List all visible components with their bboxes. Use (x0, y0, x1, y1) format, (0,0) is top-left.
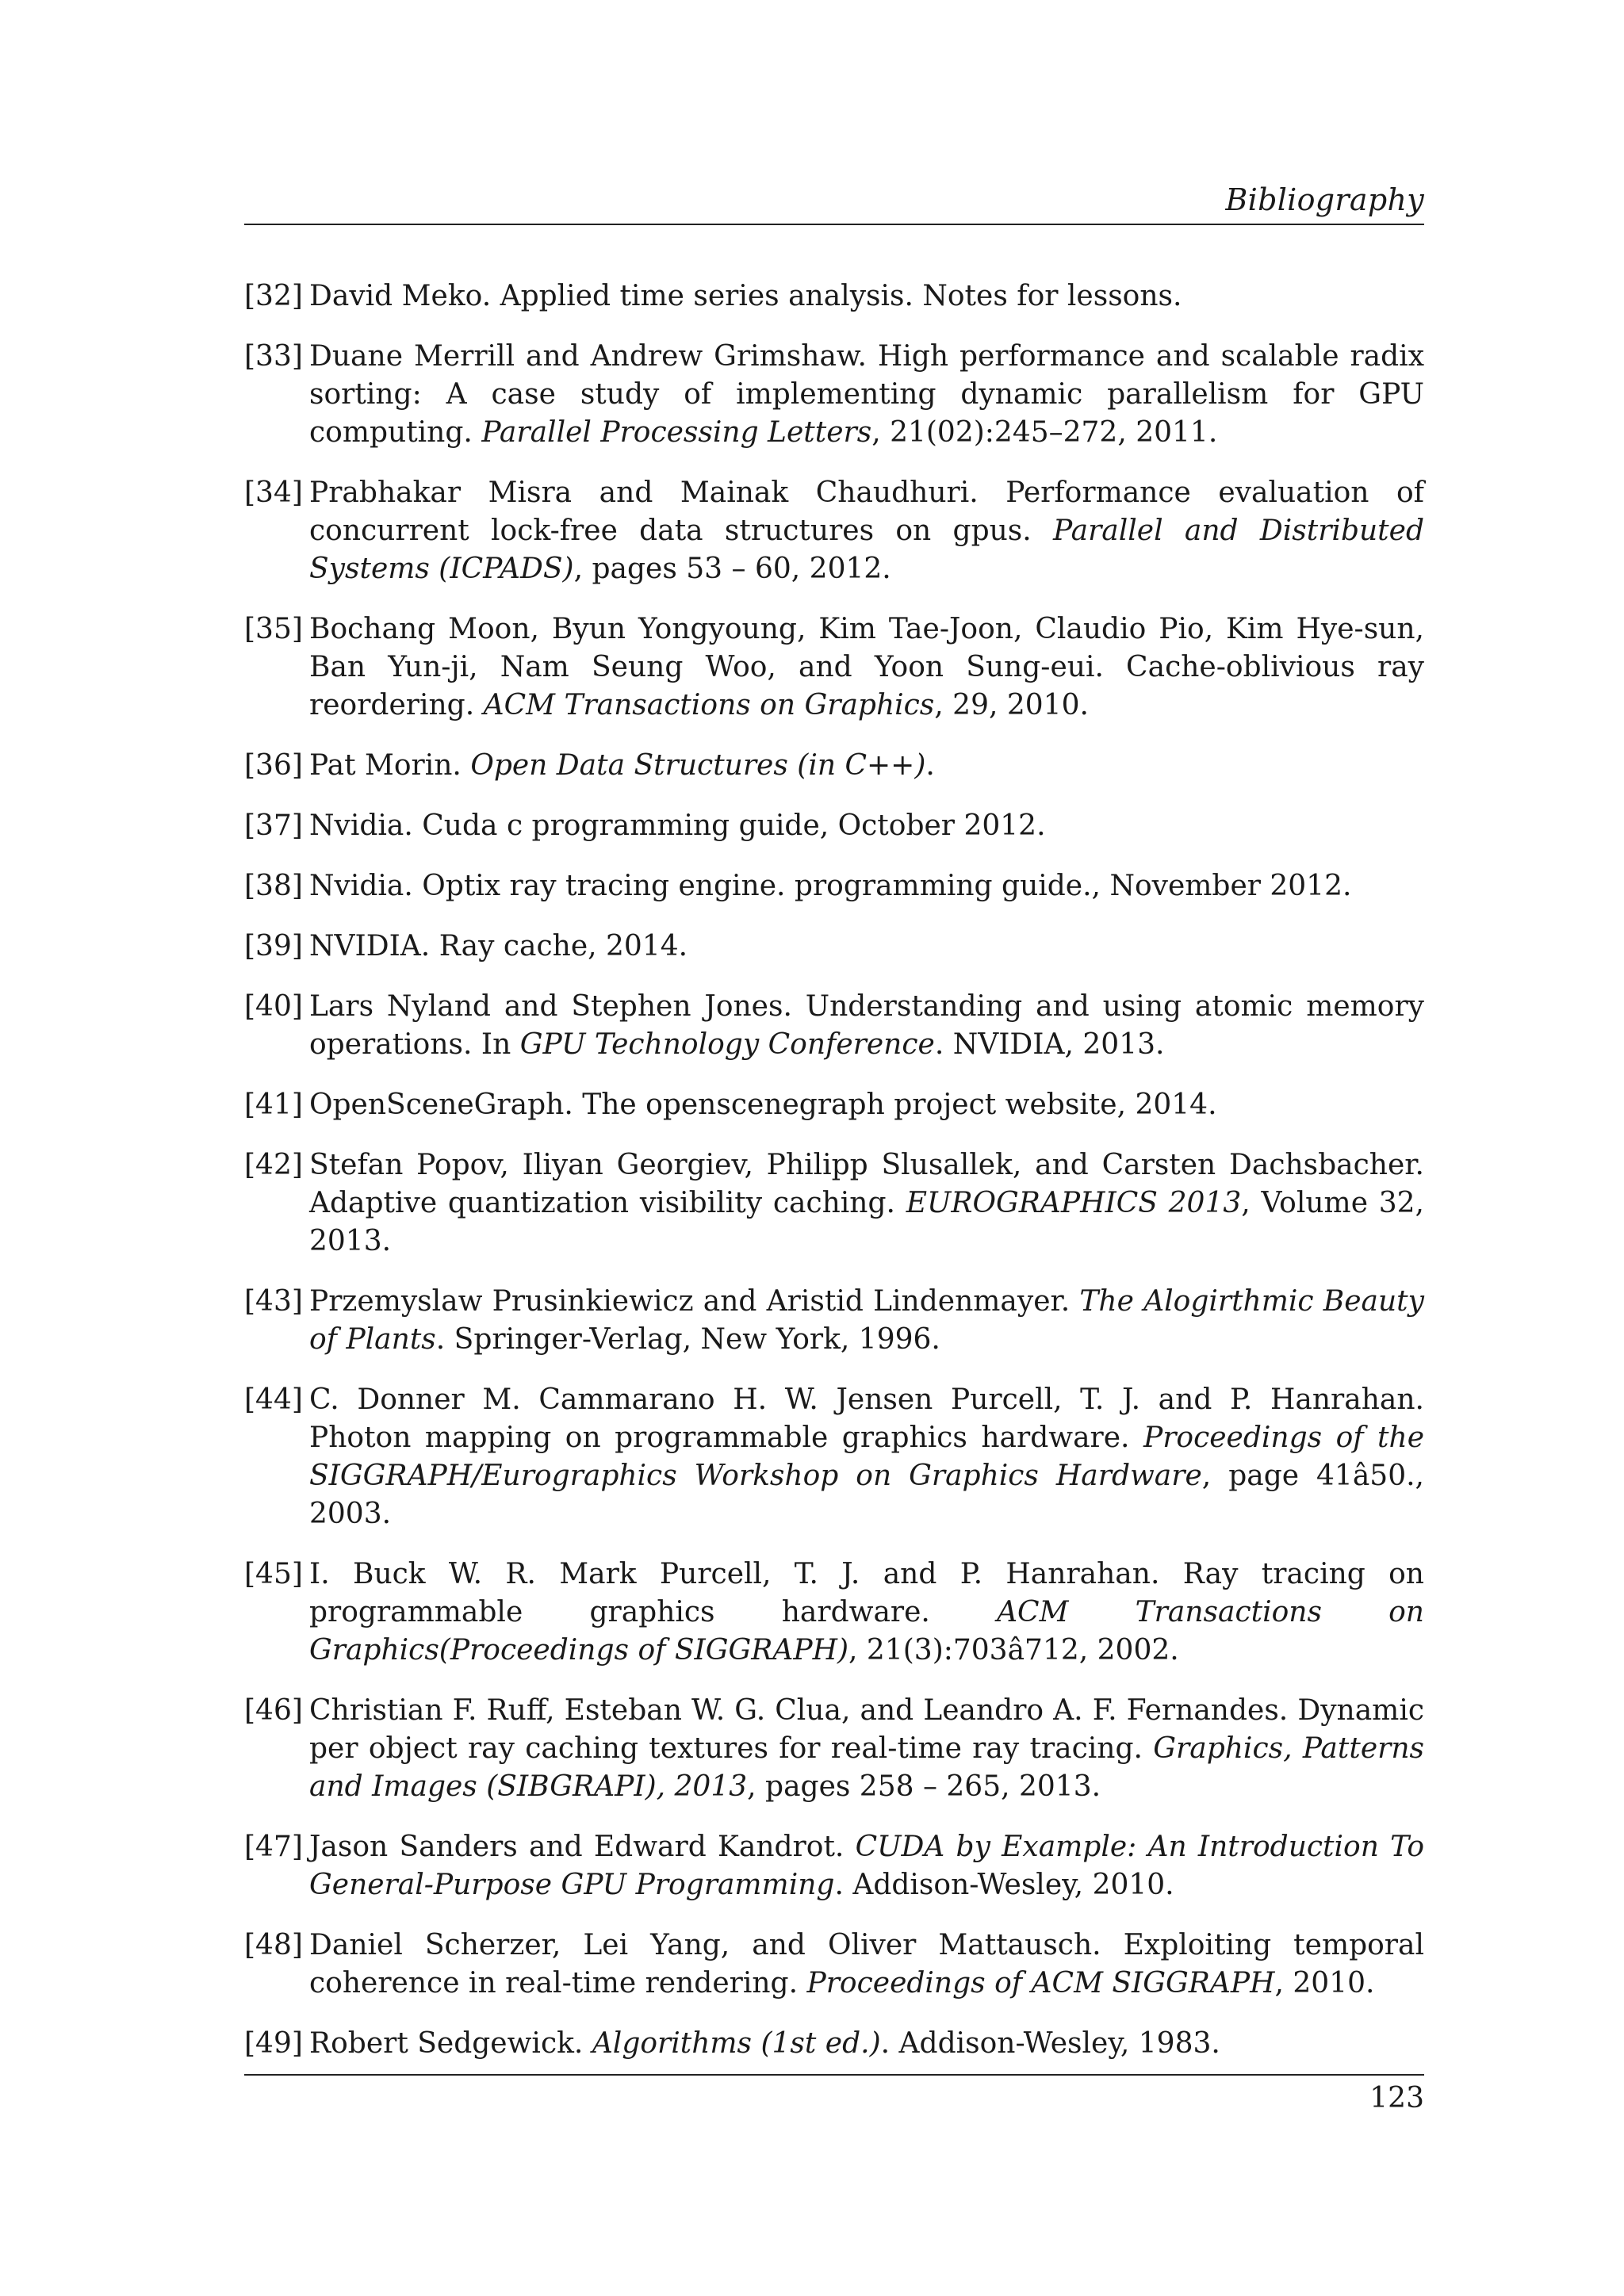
page-number: 123 (1369, 2082, 1424, 2114)
reference-number: [49] (244, 2027, 303, 2060)
reference-text: David Meko. Applied time series analysis. Notes for lessons. (309, 280, 1182, 312)
reference-item (244, 1927, 1424, 2003)
reference-number: [46] (244, 1694, 303, 1727)
reference-item (244, 1283, 1424, 1359)
reference-number: [42] (244, 1149, 303, 1181)
reference-text: C. Donner M. Cammarano H. W. Jensen Purcell, T. J. and P. Hanrahan. Photon mapping on programmable graphics hardware. Proceedings of the SIGGRAPH/Eurographics Workshop on Graphics Hardware, page 41â50., 2003. (309, 1383, 1424, 1530)
reference-number: [36] (244, 749, 303, 782)
reference-item (244, 988, 1424, 1064)
reference-text: Bochang Moon, Byun Yongyoung, Kim Tae-Joon, Claudio Pio, Kim Hye-sun, Ban Yun-ji, Nam Seung Woo, and Yoon Sung-eui. Cache-oblivious ray reordering. ACM Transactions on Graphics, 29, 2010. (309, 613, 1424, 721)
reference-text: Jason Sanders and Edward Kandrot. CUDA by Example: An Introduction To General-Purpose GPU Programming. Addison-Wesley, 2010. (309, 1831, 1424, 1901)
reference-text: Duane Merrill and Andrew Grimshaw. High performance and scalable radix sorting: A case study of implementing dynamic parallelism for GPU computing. Parallel Processing Letters, 21(02):245–272, 2011. (309, 340, 1424, 449)
reference-number: [40] (244, 990, 303, 1023)
reference-number: [47] (244, 1831, 303, 1863)
reference-text: Stefan Popov, Iliyan Georgiev, Philipp Slusallek, and Carsten Dachsbacher. Adaptive quantization visibility caching. EUROGRAPHICS 2013, Volume 32, 2013. (309, 1149, 1425, 1257)
reference-number: [44] (244, 1383, 303, 1416)
reference-item (244, 1556, 1424, 1670)
reference-item (244, 807, 1424, 845)
reference-text: I. Buck W. R. Mark Purcell, T. J. and P. Hanrahan. Ray tracing on programmable graphics hardware. ACM Transactions on Graphics(Proceedings of SIGGRAPH), 21(3):703â712, 2002. (309, 1558, 1424, 1667)
reference-item (244, 1828, 1424, 1904)
footer-rule (244, 2074, 1424, 2076)
reference-text: Pat Morin. Open Data Structures (in C++). (309, 749, 935, 782)
reference-item (244, 474, 1424, 588)
reference-item (244, 1381, 1424, 1533)
reference-text: Daniel Scherzer, Lei Yang, and Oliver Mattausch. Exploiting temporal coherence in real-time rendering. Proceedings of ACM SIGGRAPH, 2010. (309, 1929, 1424, 1999)
bibliography-list (244, 277, 1424, 2085)
reference-text: NVIDIA. Ray cache, 2014. (309, 930, 688, 962)
header-title: Bibliography (1225, 182, 1424, 217)
reference-number: [45] (244, 1558, 303, 1590)
reference-text: Nvidia. Optix ray tracing engine. programming guide., November 2012. (309, 870, 1352, 902)
reference-item (244, 1692, 1424, 1806)
reference-text: OpenSceneGraph. The openscenegraph project website, 2014. (309, 1089, 1217, 1121)
reference-number: [41] (244, 1089, 303, 1121)
reference-item (244, 747, 1424, 785)
reference-item (244, 1146, 1424, 1261)
reference-item (244, 277, 1424, 316)
reference-item (244, 338, 1424, 452)
reference-text: Przemyslaw Prusinkiewicz and Aristid Lindenmayer. The Alogirthmic Beauty of Plants. Springer-Verlag, New York, 1996. (309, 1285, 1424, 1356)
reference-number: [48] (244, 1929, 303, 1961)
reference-number: [38] (244, 870, 303, 902)
reference-number: [43] (244, 1285, 303, 1318)
reference-number: [32] (244, 280, 303, 312)
reference-number: [33] (244, 340, 303, 373)
reference-number: [39] (244, 930, 303, 962)
reference-text: Lars Nyland and Stephen Jones. Understanding and using atomic memory operations. In GPU Technology Conference. NVIDIA, 2013. (309, 990, 1424, 1061)
reference-number: [35] (244, 613, 303, 645)
reference-text: Christian F. Ruff, Esteban W. G. Clua, and Leandro A. F. Fernandes. Dynamic per object ray caching textures for real-time ray tracing. Graphics, Patterns and Images (SIBGRAPI), 2013, pages 258 – 265, 2013. (309, 1694, 1424, 1803)
running-header (244, 181, 1424, 225)
reference-text: Robert Sedgewick. Algorithms (1st ed.). Addison-Wesley, 1983. (309, 2027, 1220, 2060)
reference-item (244, 867, 1424, 905)
reference-text: Prabhakar Misra and Mainak Chaudhuri. Performance evaluation of concurrent lock-free data structures on gpus. Parallel and Distributed Systems (ICPADS), pages 53 – 60, 2012. (309, 476, 1424, 585)
reference-number: [37] (244, 809, 303, 842)
reference-item (244, 2025, 1424, 2063)
reference-text: Nvidia. Cuda c programming guide, October 2012. (309, 809, 1046, 842)
reference-item (244, 610, 1424, 725)
reference-item (244, 928, 1424, 966)
reference-number: [34] (244, 476, 303, 509)
reference-item (244, 1086, 1424, 1124)
